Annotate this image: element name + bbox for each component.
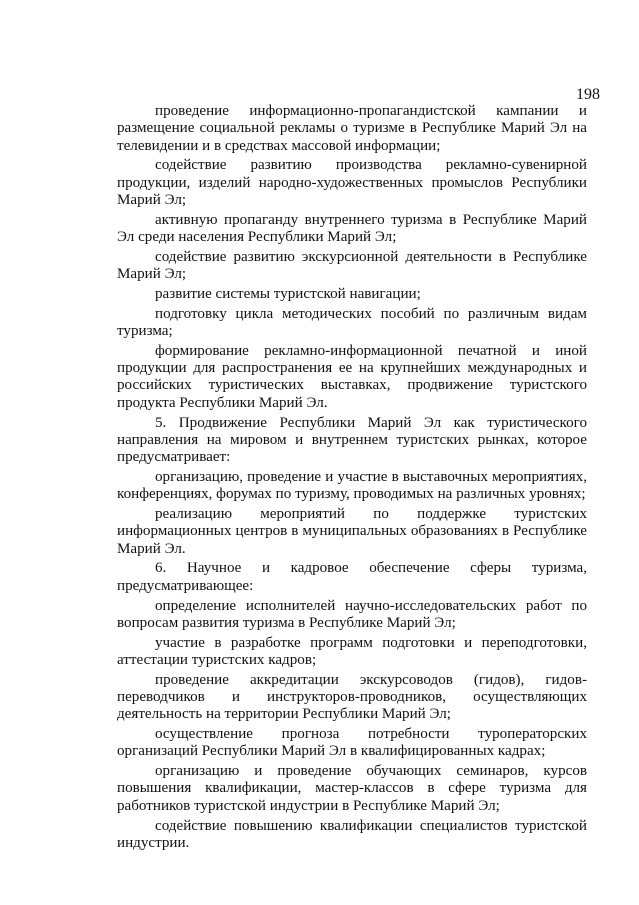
page-number: 198 xyxy=(576,86,600,103)
paragraph: участие в разработке программ подготовки и переподготовки, аттестации туристских кадров; xyxy=(117,634,587,668)
paragraph: осуществление прогноза потребности туроператорских организаций Республики Марий Эл в квалифицированных кадрах; xyxy=(117,726,587,760)
paragraph: содействие развитию экскурсионной деятельности в Республике Марий Эл; xyxy=(117,248,587,283)
paragraph: подготовку цикла методических пособий по различным видам туризма; xyxy=(117,305,587,340)
document-body xyxy=(117,103,587,855)
section-heading-5: 5. Продвижение Республики Марий Эл как туристического направления на мировом и внутреннем туристских рынках, которое предусматривает: xyxy=(117,414,587,466)
paragraph: определение исполнителей научно-исследовательских работ по вопросам развития туризма в Республике Марий Эл; xyxy=(117,597,587,631)
paragraph: проведение информационно-пропагандистской кампании и размещение социальной рекламы о туризме в Республике Марий Эл на телевидении и в средствах массовой информации; xyxy=(117,103,587,154)
paragraph: реализацию мероприятий по поддержке туристских информационных центров в муниципальных образованиях в Республике Марий Эл. xyxy=(117,506,587,557)
paragraph: развитие системы туристской навигации; xyxy=(155,285,421,302)
paragraph: содействие повышению квалификации специалистов туристской индустрии. xyxy=(117,817,587,851)
section-heading-6: 6. Научное и кадровое обеспечение сферы туризма, предусматривающее: xyxy=(117,560,587,594)
paragraph: проведение аккредитации экскурсоводов (гидов), гидов-переводчиков и инструкторов-проводников, осуществляющих деятельность на территории Республики Марий Эл; xyxy=(117,671,587,723)
paragraph: организацию и проведение обучающих семинаров, курсов повышения квалификации, мастер-классов в сфере туризма для работников туристской индустрии в Республике Марий Эл; xyxy=(117,763,587,814)
paragraph: содействие развитию производства рекламно-сувенирной продукции, изделий народно-художественных промыслов Республики Марий Эл; xyxy=(117,157,587,208)
paragraph: формирование рекламно-информационной печатной и иной продукции для распространения ее на крупнейших международных и российских туристических выставках, продвижение туристского продукта Республики Марий Эл. xyxy=(117,342,587,411)
paragraph: активную пропаганду внутреннего туризма в Республике Марий Эл среди населения Республики Марий Эл; xyxy=(117,211,587,246)
paragraph: организацию, проведение и участие в выставочных мероприятиях, конференциях, форумах по туризму, проводимых на различных уровнях; xyxy=(117,468,587,503)
